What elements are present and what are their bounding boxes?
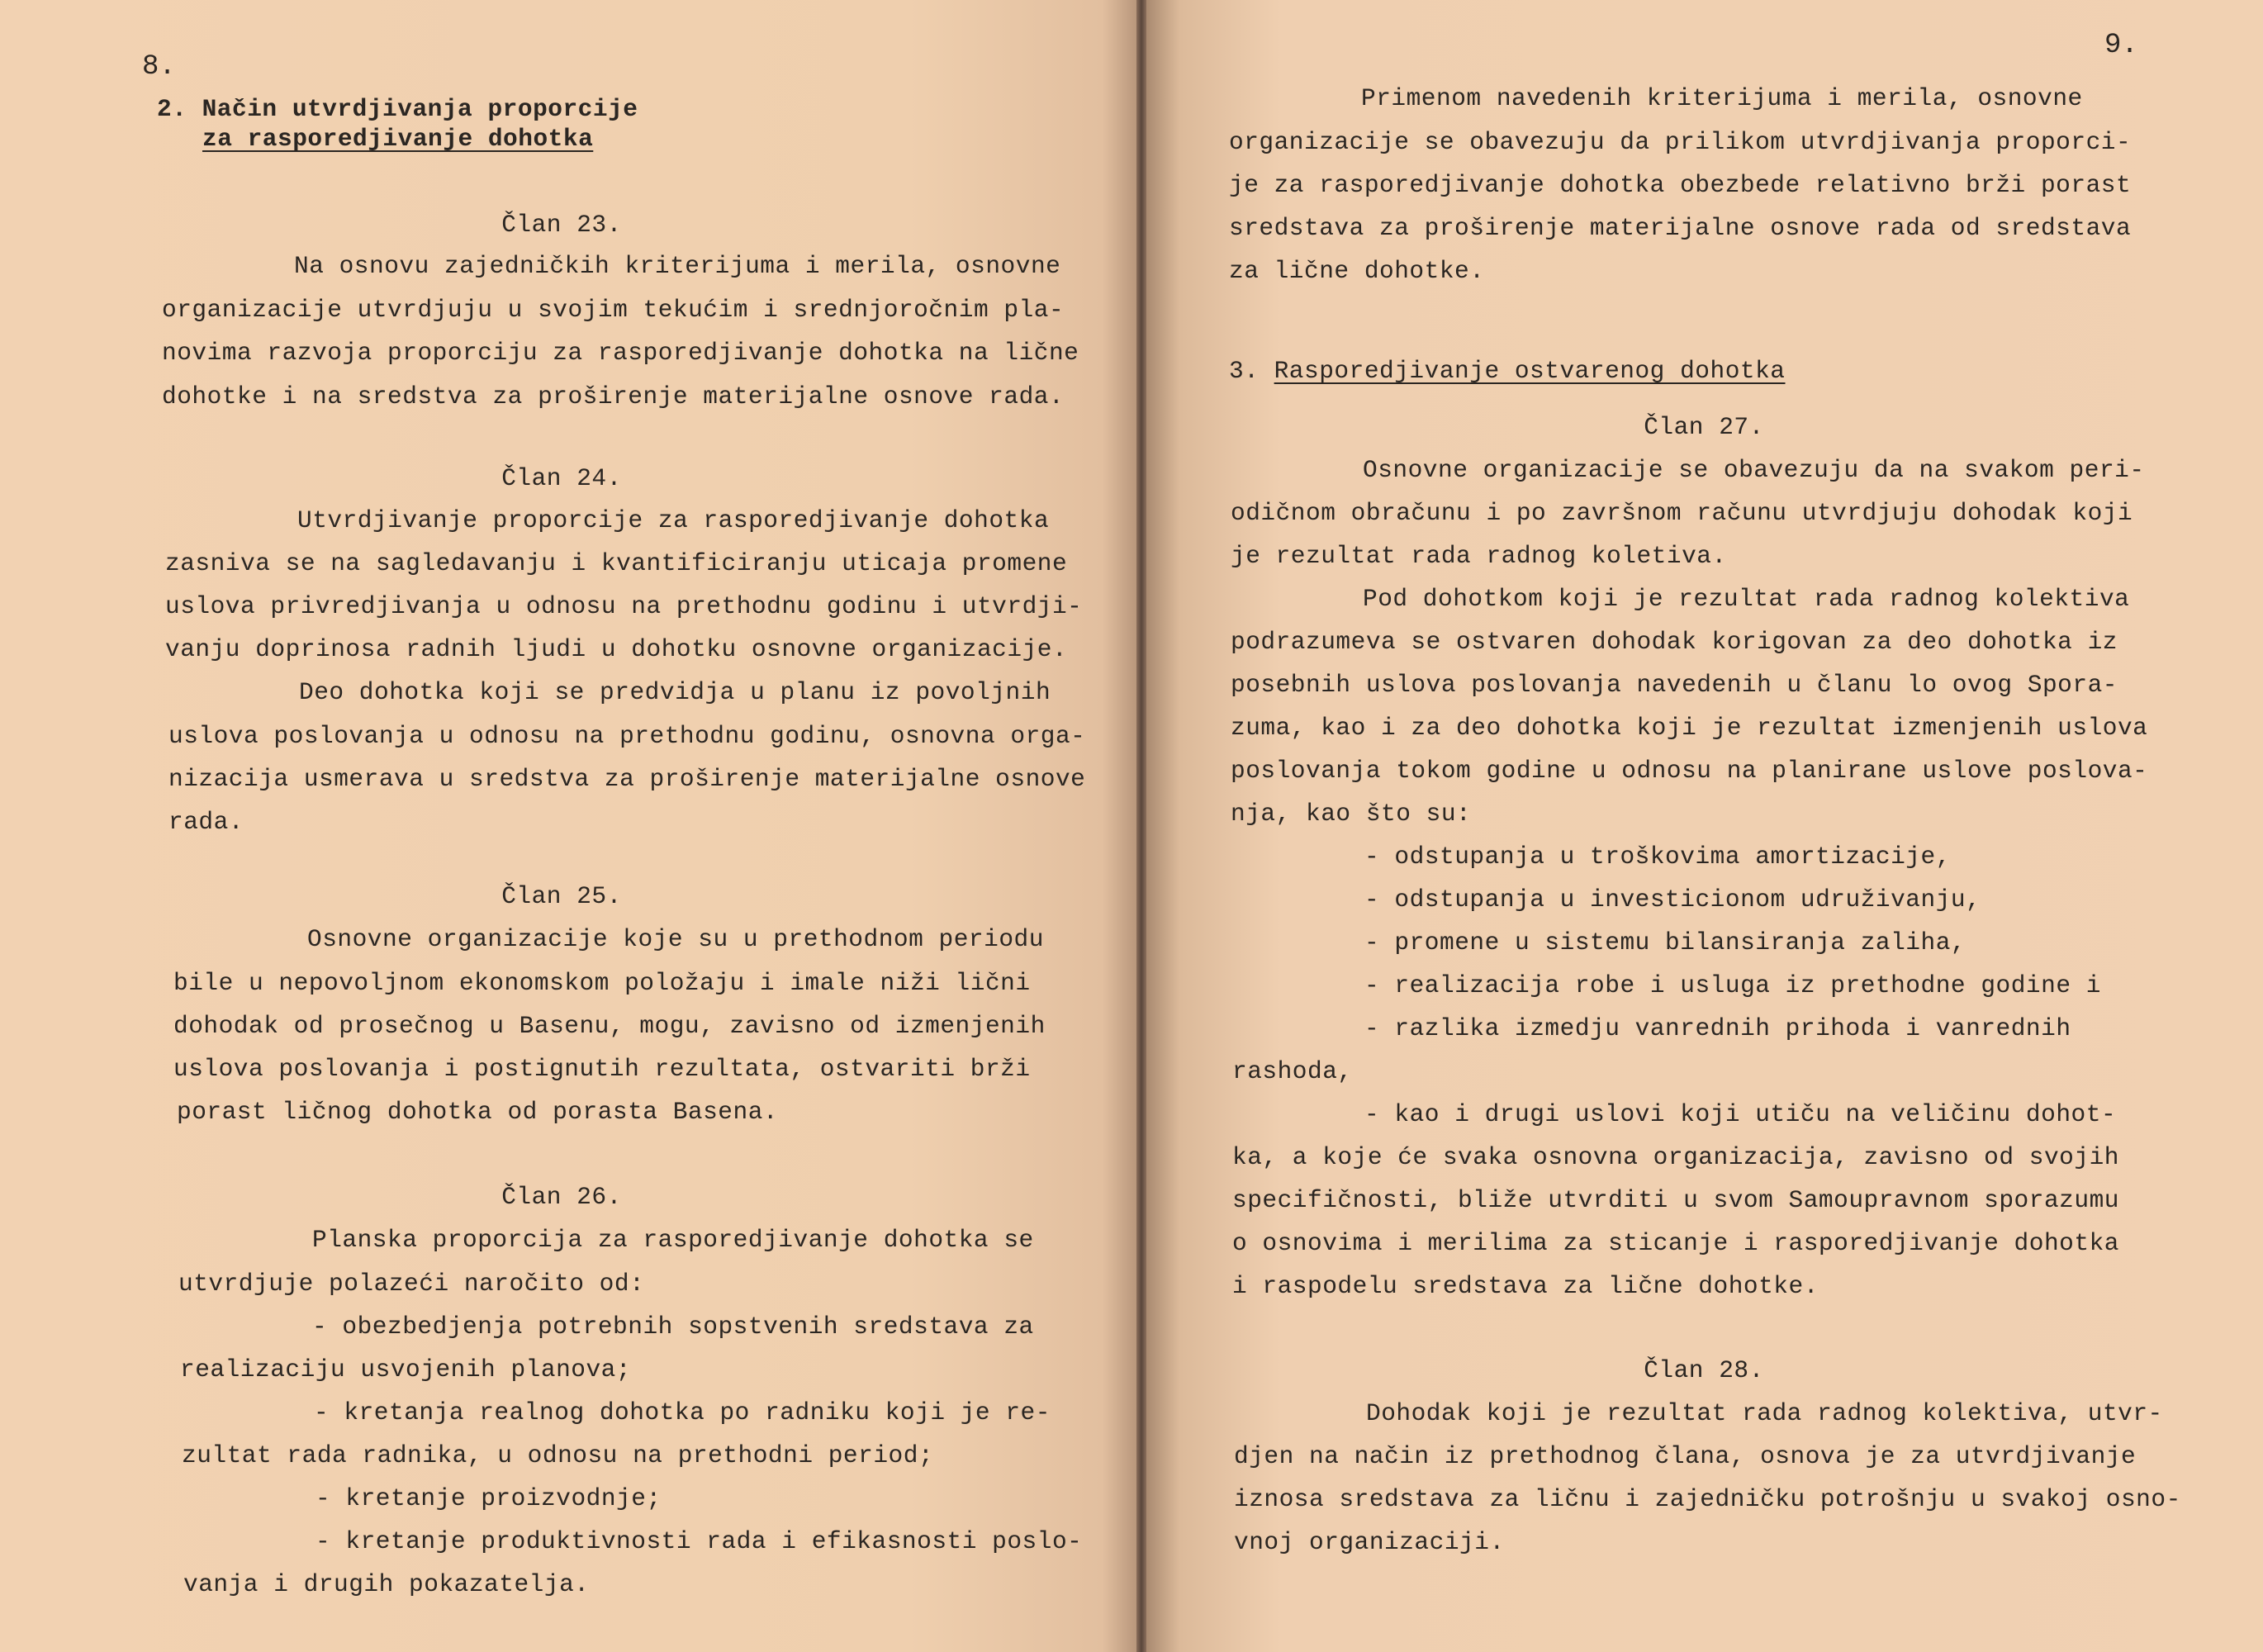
paragraph-line: porast ličnog dohotka od porasta Basena.: [177, 1098, 779, 1126]
paragraph-line: iznosa sredstava za ličnu i zajedničku potrošnju u svakoj osno-: [1234, 1485, 2181, 1513]
paragraph-line: Na osnovu zajedničkih kriterijuma i merila, osnovne: [294, 252, 1061, 280]
paragraph-line: specifičnosti, bliže utvrditi u svom Samoupravnom sporazumu: [1232, 1186, 2119, 1214]
list-item: realizaciju usvojenih planova;: [180, 1355, 632, 1384]
paragraph-line: je za rasporedjivanje dohotka obezbede relativno brži porast: [1229, 171, 2132, 199]
list-item: - razlika izmedju vanrednih prihoda i vanrednih: [1364, 1014, 2071, 1042]
paragraph-line: djen na način iz prethodnog člana, osnova je za utvrdjivanje: [1234, 1442, 2137, 1470]
article-heading: Član 26.: [501, 1183, 622, 1211]
paragraph-line: nja, kao što su:: [1231, 800, 1472, 828]
paragraph-line: Pod dohotkom koji je rezultat rada radnog kolektiva: [1363, 585, 2130, 613]
section-title: [1229, 357, 1786, 385]
article-heading: Član 25.: [501, 882, 622, 910]
article-heading: Član 27.: [1644, 413, 1764, 441]
page-number: 8.: [142, 51, 176, 83]
paragraph-line: bile u nepovoljnom ekonomskom položaju i imale niži lični: [173, 969, 1031, 997]
paragraph-line: novima razvoja proporciju za rasporedjivanje dohotka na lične: [162, 339, 1079, 367]
page-number: 9.: [2104, 30, 2138, 61]
paragraph-line: rada.: [168, 808, 244, 836]
section-title-line: za rasporedjivanje dohotka: [202, 125, 594, 153]
paragraph-line: posebnih uslova poslovanja navedenih u članu lo ovog Spora-: [1231, 671, 2118, 699]
list-item: - kao i drugi uslovi koji utiču na veličinu dohot-: [1364, 1100, 2117, 1128]
paragraph-line: organizacije se obavezuju da prilikom utvrdjivanja proporci-: [1229, 128, 2132, 156]
paragraph-line: Primenom navedenih kriterijuma i merila, osnovne: [1361, 84, 2083, 112]
list-item: vanja i drugih pokazatelja.: [183, 1570, 590, 1598]
list-item: rashoda,: [1232, 1057, 1353, 1085]
list-item: - kretanje proizvodnje;: [315, 1484, 662, 1512]
list-item: - promene u sistemu bilansiranja zaliha,: [1364, 928, 1966, 957]
paragraph-line: sredstava za proširenje materijalne osnove rada od sredstava: [1229, 214, 2132, 242]
paragraph-line: vanju doprinosa radnih ljudi u dohotku osnovne organizacije.: [165, 635, 1068, 663]
paragraph-line: Utvrdjivanje proporcije za rasporedjivanje dohotka: [297, 506, 1050, 534]
list-item: - odstupanja u investicionom udruživanju,: [1364, 885, 1981, 914]
paragraph-line: Deo dohotka koji se predvidja u planu iz povoljnih: [299, 678, 1051, 706]
paragraph-line: utvrdjuje polazeći naročito od:: [178, 1270, 645, 1298]
paragraph-line: dohotke i na sredstva za proširenje materijalne osnove rada.: [162, 382, 1065, 411]
list-item: zultat rada radnika, u odnosu na prethodni period;: [182, 1441, 934, 1469]
paragraph-line: podrazumeva se ostvaren dohodak korigovan za deo dohotka iz: [1231, 628, 2118, 656]
paragraph-line: nizacija usmerava u sredstva za proširenje materijalne osnove: [168, 765, 1086, 793]
paragraph-line: za lične dohotke.: [1229, 257, 1485, 285]
paragraph-line: Osnovne organizacije koje su u prethodnom periodu: [307, 925, 1044, 953]
section-title-line: 2. Način utvrdjivanja proporcije: [157, 95, 638, 123]
list-item: - obezbedjenja potrebnih sopstvenih sredstava za: [312, 1313, 1034, 1341]
paragraph-line: odičnom obračunu i po završnom računu utvrdjuju dohodak koji: [1231, 499, 2133, 527]
list-item: - odstupanja u troškovima amortizacije,: [1364, 843, 1951, 871]
article-heading: Član 28.: [1644, 1356, 1764, 1384]
paragraph-line: uslova poslovanja u odnosu na prethodnu godinu, osnovna orga-: [168, 722, 1086, 750]
section-title-text: Rasporedjivanje ostvarenog dohotka: [1274, 357, 1786, 385]
paragraph-line: zuma, kao i za deo dohotka koji je rezultat izmenjenih uslova: [1231, 714, 2148, 742]
list-item: - kretanja realnog dohotka po radniku koji je re-: [314, 1398, 1051, 1427]
paragraph-line: Dohodak koji je rezultat rada radnog kolektiva, utvr-: [1366, 1399, 2163, 1427]
paragraph-line: dohodak od prosečnog u Basenu, mogu, zavisno od izmenjenih: [173, 1012, 1046, 1040]
list-item: - kretanje produktivnosti rada i efikasnosti poslo-: [315, 1527, 1083, 1555]
book-gutter: [1136, 0, 1146, 1652]
paragraph-line: i raspodelu sredstava za lične dohotke.: [1232, 1272, 1819, 1300]
list-item: - realizacija robe i usluga iz prethodne godine i: [1364, 971, 2101, 999]
paragraph-line: vnoj organizaciji.: [1234, 1528, 1505, 1556]
paragraph-line: organizacije utvrdjuju u svojim tekućim i srednjoročnim pla-: [162, 296, 1065, 324]
paragraph-line: zasniva se na sagledavanju i kvantificiranju uticaja promene: [165, 549, 1068, 577]
paragraph-line: uslova poslovanja i postignutih rezultata, ostvariti brži: [173, 1055, 1031, 1083]
paragraph-line: Osnovne organizacije se obavezuju da na svakom peri-: [1363, 456, 2145, 484]
paragraph-line: poslovanja tokom godine u odnosu na planirane uslove poslova-: [1231, 757, 2148, 785]
article-heading: Član 24.: [501, 464, 622, 492]
paragraph-line: je rezultat rada radnog koletiva.: [1231, 542, 1727, 570]
paragraph-line: ka, a koje će svaka osnovna organizacija, zavisno od svojih: [1232, 1143, 2119, 1171]
paragraph-line: uslova privredjivanja u odnosu na prethodnu godinu i utvrdji-: [165, 592, 1083, 620]
article-heading: Član 23.: [501, 211, 622, 239]
section-number: 3.: [1229, 357, 1260, 385]
paragraph-line: o osnovima i merilima za sticanje i rasporedjivanje dohotka: [1232, 1229, 2119, 1257]
paragraph-line: Planska proporcija za rasporedjivanje dohotka se: [312, 1226, 1034, 1254]
right-page: [1146, 0, 2263, 1652]
